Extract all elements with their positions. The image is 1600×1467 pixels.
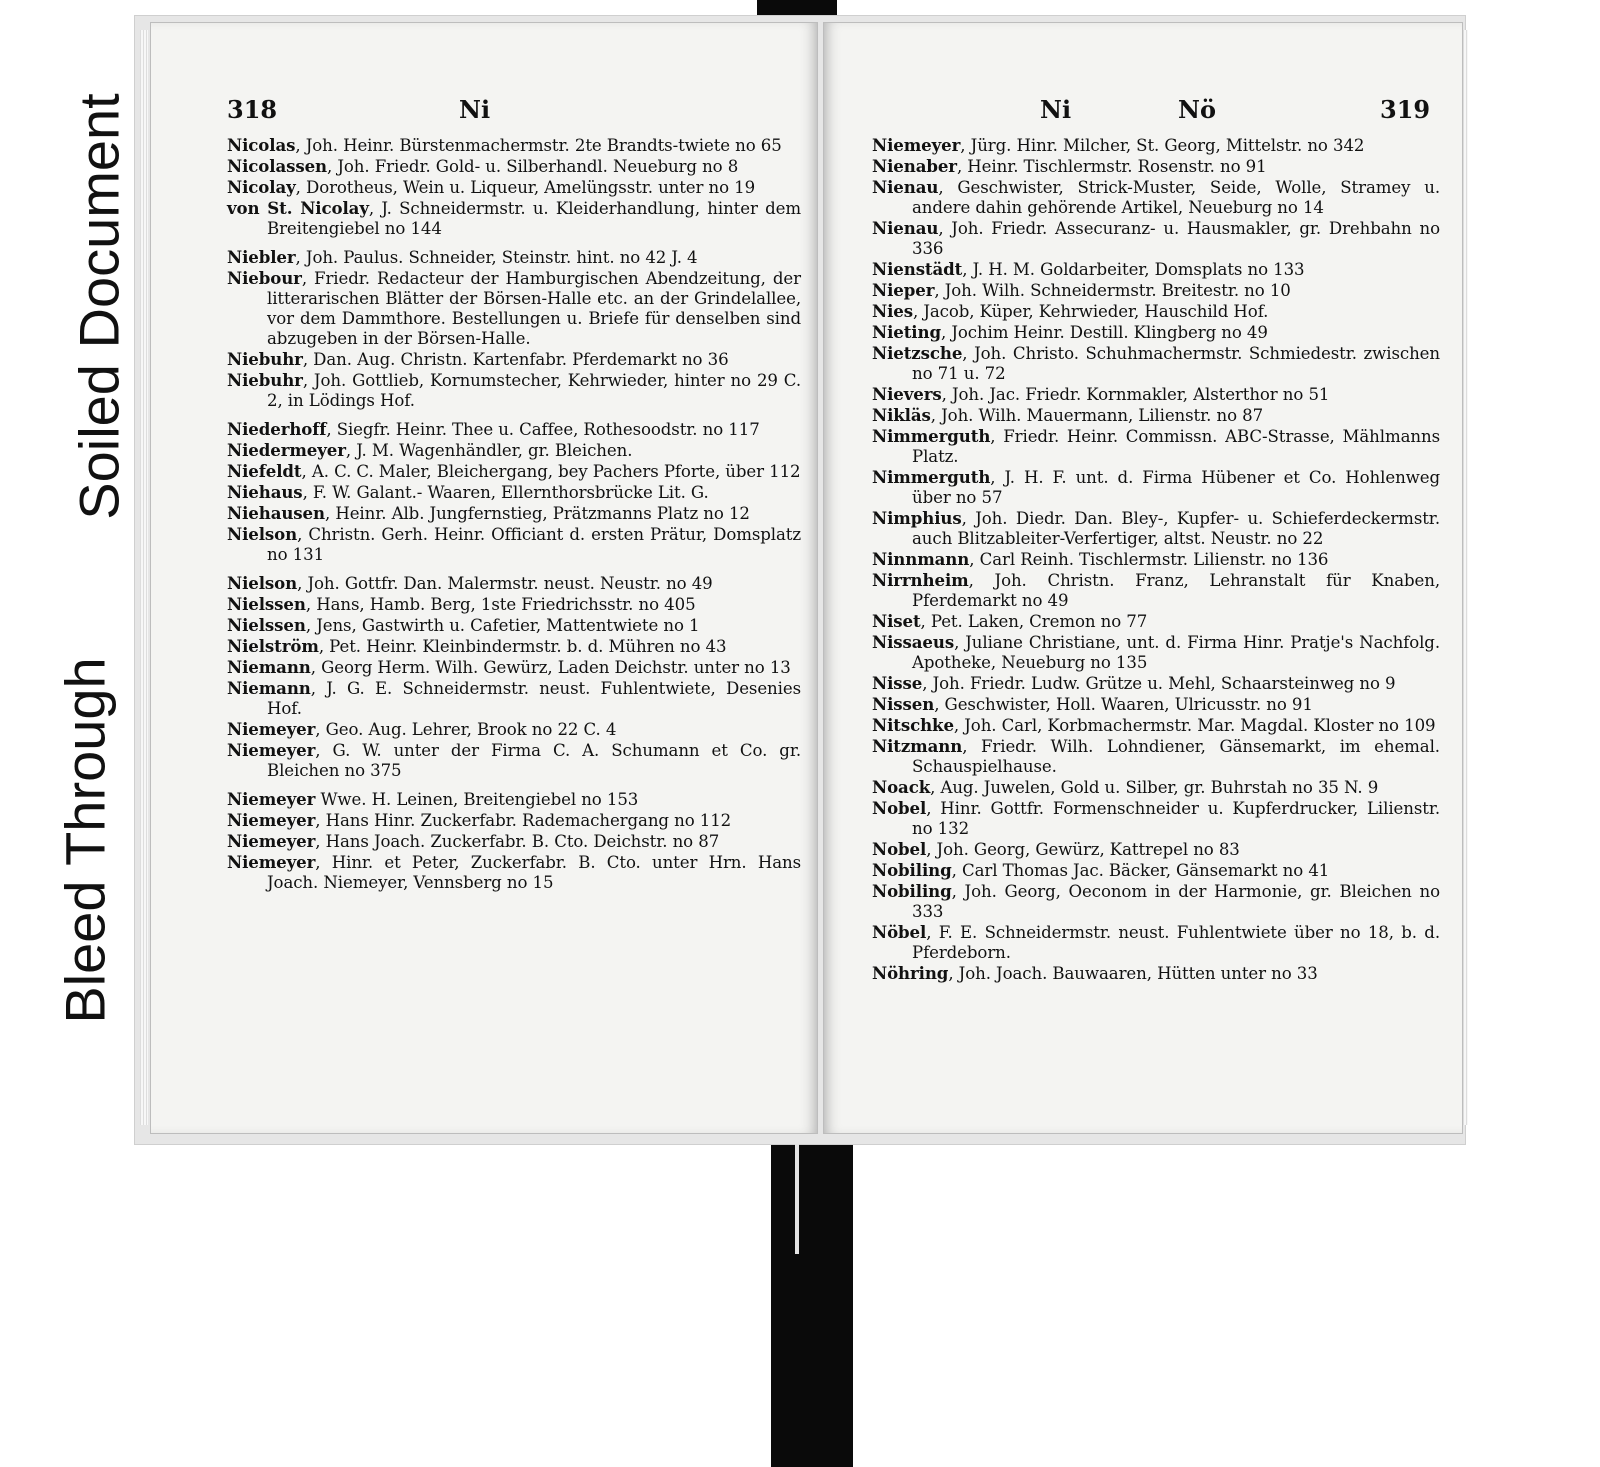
entry-surname: von St. Nicolay [227, 198, 369, 218]
directory-entry [227, 789, 801, 810]
entry-surname: Ninnmann [872, 549, 970, 569]
entry-surname: Nimphius [872, 508, 962, 528]
bleed-through-label: Bleed Through [53, 656, 117, 1024]
entry-surname: Nitschke [872, 715, 954, 735]
right-page [823, 22, 1463, 1134]
entry-surname: Niset [872, 611, 921, 631]
entry-surname: Nobiling [872, 881, 952, 901]
entry-surname: Nienau [872, 177, 939, 197]
entry-details: , Joh. Christn. Franz, Lehranstalt für Knaben, Pferdemarkt no 49 [912, 571, 1440, 610]
directory-entry [227, 370, 801, 411]
entry-surname: Noack [872, 777, 931, 797]
entry-details: , G. W. unter der Firma C. A. Schumann et Co. gr. Bleichen no 375 [267, 741, 801, 780]
entry-surname: Niederhoff [227, 419, 327, 439]
directory-entry [872, 405, 1440, 426]
entry-details: , Heinr. Tischlermstr. Rosenstr. no 91 [956, 157, 1267, 176]
entry-surname: Niemann [227, 657, 311, 677]
directory-entry [872, 881, 1440, 922]
directory-entry [227, 524, 801, 565]
left-page [150, 22, 818, 1134]
directory-entry [872, 301, 1440, 322]
directory-entry [872, 343, 1440, 384]
entry-details: , Friedr. Wilh. Lohndiener, Gänsemarkt, im ehemal. Schauspielhause. [912, 737, 1440, 776]
entry-details: , Carl Thomas Jac. Bäcker, Gänsemarkt no 41 [951, 861, 1330, 880]
directory-entry [227, 831, 801, 852]
directory-entry [872, 673, 1440, 694]
directory-entry [872, 611, 1440, 632]
entry-details: , Joh. Georg, Gewürz, Kattrepel no 83 [926, 840, 1240, 859]
entry-surname: Nobel [872, 798, 927, 818]
entry-details: , Joh. Friedr. Ludw. Grütze u. Mehl, Schaarsteinweg no 9 [922, 674, 1396, 693]
bleed-through-label-box [52, 600, 118, 1080]
directory-entry [872, 259, 1440, 280]
entry-surname: Nietzsche [872, 343, 963, 363]
entry-details: , Joh. Carl, Korbmachermstr. Mar. Magdal. Kloster no 109 [953, 716, 1436, 735]
entry-surname: Nirrnheim [872, 570, 969, 590]
directory-entry [872, 135, 1440, 156]
directory-entry [227, 615, 801, 636]
entry-surname: Nievers [872, 384, 942, 404]
entry-surname: Niehaus [227, 482, 303, 502]
directory-entry [872, 860, 1440, 881]
directory-entry [227, 440, 801, 461]
entry-details: , Geschwister, Holl. Waaren, Ulricusstr. no 91 [934, 695, 1313, 714]
entry-details: , Friedr. Heinr. Commissn. ABC-Strasse, Mählmanns Platz. [912, 427, 1440, 466]
directory-entry [872, 467, 1440, 508]
entry-surname: Nisse [872, 673, 923, 693]
entry-surname: Niebler [227, 247, 296, 267]
entry-surname: Nobel [872, 839, 927, 859]
directory-entry [227, 461, 801, 482]
directory-entry [872, 426, 1440, 467]
entry-surname: Niebour [227, 268, 302, 288]
entry-surname: Niemann [227, 678, 311, 698]
entry-surname: Nieper [872, 280, 935, 300]
entry-details: , Dorotheus, Wein u. Liqueur, Amelüngsstr. unter no 19 [295, 178, 756, 197]
directory-entry [227, 503, 801, 524]
soiled-document-label: Soiled Document [67, 92, 131, 520]
directory-entry [872, 280, 1440, 301]
entry-details: , Georg Herm. Wilh. Gewürz, Laden Deichstr. unter no 13 [310, 658, 791, 677]
entry-details: Wwe. H. Leinen, Breitengiebel no 153 [315, 790, 639, 809]
entry-surname: Nies [872, 301, 913, 321]
directory-entry [872, 508, 1440, 549]
directory-entry [227, 657, 801, 678]
entry-surname: Nielström [227, 636, 319, 656]
right-page-header-left: Ni [1040, 95, 1072, 124]
entry-surname: Nimmerguth [872, 467, 991, 487]
entry-surname: Niemeyer [227, 831, 316, 851]
directory-entry [872, 322, 1440, 343]
entry-surname: Nikläs [872, 405, 931, 425]
entry-surname: Niemeyer [227, 789, 316, 809]
directory-entry [872, 715, 1440, 736]
entry-surname: Niemeyer [227, 852, 316, 872]
entry-surname: Niemeyer [872, 135, 961, 155]
entry-details: , J. H. F. unt. d. Firma Hübener et Co. Hohlenweg über no 57 [912, 468, 1440, 507]
directory-entry [227, 419, 801, 440]
entry-details: , Siegfr. Heinr. Thee u. Caffee, Rothesoodstr. no 117 [326, 420, 760, 439]
entry-details: , Joh. Wilh. Mauermann, Lilienstr. no 87 [930, 406, 1264, 425]
entry-surname: Nienau [872, 218, 939, 238]
entry-details: , Joh. Paulus. Schneider, Steinstr. hint. no 42 J. 4 [295, 248, 698, 267]
entry-details: , Joh. Friedr. Assecuranz- u. Hausmakler, gr. Drehbahn no 336 [912, 219, 1440, 258]
directory-entry [227, 482, 801, 503]
entry-details: , Carl Reinh. Tischlermstr. Lilienstr. no 136 [969, 550, 1329, 569]
entry-surname: Nieting [872, 322, 941, 342]
gutter-mark [795, 1144, 799, 1254]
entry-details: , Joh. Gottfr. Dan. Malermstr. neust. Neustr. no 49 [297, 574, 713, 593]
entry-surname: Nöhring [872, 963, 949, 983]
entry-details: , Hinr. Gottfr. Formenschneider u. Kupferdrucker, Lilienstr. no 132 [912, 799, 1440, 838]
directory-entry [227, 177, 801, 198]
entry-surname: Nobiling [872, 860, 952, 880]
entry-details: , Hans Joach. Zuckerfabr. B. Cto. Deichstr. no 87 [315, 832, 720, 851]
directory-entry [227, 247, 801, 268]
entry-details: , Joh. Joach. Bauwaaren, Hütten unter no 33 [948, 964, 1318, 983]
entry-details: , J. H. M. Goldarbeiter, Domsplats no 133 [962, 260, 1305, 279]
entry-details: , Dan. Aug. Christn. Kartenfabr. Pferdemarkt no 36 [302, 350, 729, 369]
directory-entry [227, 810, 801, 831]
entry-surname: Nielssen [227, 594, 306, 614]
directory-entry [227, 573, 801, 594]
entry-surname: Niedermeyer [227, 440, 346, 460]
entry-surname: Niebuhr [227, 370, 303, 390]
directory-entry [872, 963, 1440, 984]
entry-details: , Joh. Heinr. Bürstenmachermstr. 2te Brandts-twiete no 65 [295, 136, 782, 155]
right-page-number: 319 [1380, 95, 1431, 124]
directory-entry [872, 798, 1440, 839]
directory-entry [872, 549, 1440, 570]
entry-details: , Juliane Christiane, unt. d. Firma Hinr. Pratje's Nachfolg. Apotheke, Neueburg no 135 [912, 633, 1440, 672]
entry-details: , Joh. Diedr. Dan. Bley-, Kupfer- u. Schieferdeckermstr. auch Blitzableiter-Verfertiger, altst. Neustr. no 22 [912, 509, 1440, 548]
entry-surname: Niebuhr [227, 349, 303, 369]
entry-details: , Joh. Christo. Schuhmachermstr. Schmiedestr. zwischen no 71 u. 72 [912, 344, 1440, 383]
entry-surname: Nienaber [872, 156, 957, 176]
entry-details: , F. W. Galant.- Waaren, Ellernthorsbrücke Lit. G. [302, 483, 709, 502]
entry-details: , Joh. Wilh. Schneidermstr. Breitestr. no 10 [934, 281, 1291, 300]
directory-entry [227, 719, 801, 740]
entry-surname: Nissen [872, 694, 935, 714]
left-page-header [151, 95, 817, 135]
directory-entry [227, 135, 801, 156]
entry-details: , Jens, Gastwirth u. Cafetier, Mattentwiete no 1 [305, 616, 700, 635]
entry-surname: Nielson [227, 524, 298, 544]
directory-entry [872, 922, 1440, 963]
entry-details: , Joh. Jac. Friedr. Kornmakler, Alsterthor no 51 [941, 385, 1330, 404]
entry-surname: Nissaeus [872, 632, 955, 652]
directory-entry [872, 177, 1440, 218]
entry-surname: Niemeyer [227, 810, 316, 830]
entry-details: , Jacob, Küper, Kehrwieder, Hauschild Hof. [912, 302, 1269, 321]
entry-surname: Nöbel [872, 922, 927, 942]
entry-details: , Pet. Heinr. Kleinbindermstr. b. d. Mühren no 43 [318, 637, 727, 656]
directory-entry [227, 156, 801, 177]
left-directory-entries [227, 135, 801, 893]
entry-surname: Niemeyer [227, 740, 316, 760]
directory-entry [872, 384, 1440, 405]
entry-details: , Geschwister, Strick-Muster, Seide, Wolle, Stramey u. andere dahin gehörende Artikel, Neueburg no 14 [912, 178, 1440, 217]
entry-details: , Jürg. Hinr. Milcher, St. Georg, Mittelstr. no 342 [960, 136, 1365, 155]
entry-surname: Niefeldt [227, 461, 302, 481]
directory-entry [227, 636, 801, 657]
directory-entry [872, 632, 1440, 673]
directory-entry [872, 777, 1440, 798]
left-page-header-title: Ni [459, 95, 491, 124]
entry-details: , Christn. Gerh. Heinr. Officiant d. ersten Prätur, Domsplatz no 131 [267, 525, 801, 564]
entry-details: , F. E. Schneidermstr. neust. Fuhlentwiete über no 18, b. d. Pferdeborn. [912, 923, 1440, 962]
directory-entry [227, 740, 801, 781]
right-page-header [824, 95, 1462, 135]
entry-surname: Nimmerguth [872, 426, 991, 446]
entry-details: , Geo. Aug. Lehrer, Brook no 22 C. 4 [315, 720, 617, 739]
directory-entry [872, 218, 1440, 259]
entry-surname: Nicolas [227, 135, 296, 155]
soiled-document-label-box [66, 50, 132, 562]
directory-entry [872, 839, 1440, 860]
entry-surname: Niemeyer [227, 719, 316, 739]
directory-entry [227, 852, 801, 893]
entry-details: , J. G. E. Schneidermstr. neust. Fuhlentwiete, Desenies Hof. [267, 679, 801, 718]
directory-entry [872, 156, 1440, 177]
entry-details: , Joh. Georg, Oeconom in der Harmonie, gr. Bleichen no 333 [912, 882, 1440, 921]
entry-surname: Nitzmann [872, 736, 963, 756]
ribbon-bottom [771, 1136, 853, 1467]
entry-details: , A. C. C. Maler, Bleichergang, bey Pachers Pforte, über 112 [301, 462, 801, 481]
directory-entry [227, 268, 801, 349]
directory-entry [872, 570, 1440, 611]
entry-details: , Aug. Juwelen, Gold u. Silber, gr. Buhrstah no 35 N. 9 [930, 778, 1379, 797]
right-page-header-right: Nö [1178, 95, 1216, 124]
entry-details: , Joh. Gottlieb, Kornumstecher, Kehrwieder, hinter no 29 C. 2, in Lödings Hof. [267, 371, 801, 410]
right-directory-entries [872, 135, 1440, 984]
directory-entry [227, 594, 801, 615]
entry-details: , Hans, Hamb. Berg, 1ste Friedrichsstr. no 405 [305, 595, 696, 614]
entry-details: , Hinr. et Peter, Zuckerfabr. B. Cto. unter Hrn. Hans Joach. Niemeyer, Vennsberg no 15 [267, 853, 801, 892]
entry-details: , Pet. Laken, Cremon no 77 [920, 612, 1148, 631]
entry-surname: Nielson [227, 573, 298, 593]
entry-surname: Nienstädt [872, 259, 963, 279]
entry-details: , Friedr. Redacteur der Hamburgischen Abendzeitung, der litterarischen Blätter der Börsen-Halle etc. an der Grindelallee, vor dem Dammthore. Bestellungen u. Briefe für denselben sind abzugeben in der Börsen-Halle. [267, 269, 801, 348]
directory-entry [227, 198, 801, 239]
directory-entry [227, 349, 801, 370]
entry-details: , Joh. Friedr. Gold- u. Silberhandl. Neueburg no 8 [327, 157, 739, 176]
entry-details: , Hans Hinr. Zuckerfabr. Rademachergang no 112 [315, 811, 732, 830]
entry-surname: Nielssen [227, 615, 306, 635]
left-page-number: 318 [227, 95, 278, 124]
directory-entry [872, 736, 1440, 777]
entry-surname: Nicolassen [227, 156, 328, 176]
entry-details: , J. M. Wagenhändler, gr. Bleichen. [345, 441, 633, 460]
page-edges-left [140, 30, 148, 1125]
directory-entry [872, 694, 1440, 715]
entry-surname: Nicolay [227, 177, 296, 197]
entry-details: , Heinr. Alb. Jungfernstieg, Prätzmanns Platz no 12 [324, 504, 750, 523]
entry-surname: Niehausen [227, 503, 325, 523]
entry-details: , Jochim Heinr. Destill. Klingberg no 49 [940, 323, 1268, 342]
directory-entry [227, 678, 801, 719]
entry-details: , J. Schneidermstr. u. Kleiderhandlung, hinter dem Breitengiebel no 144 [267, 199, 801, 238]
